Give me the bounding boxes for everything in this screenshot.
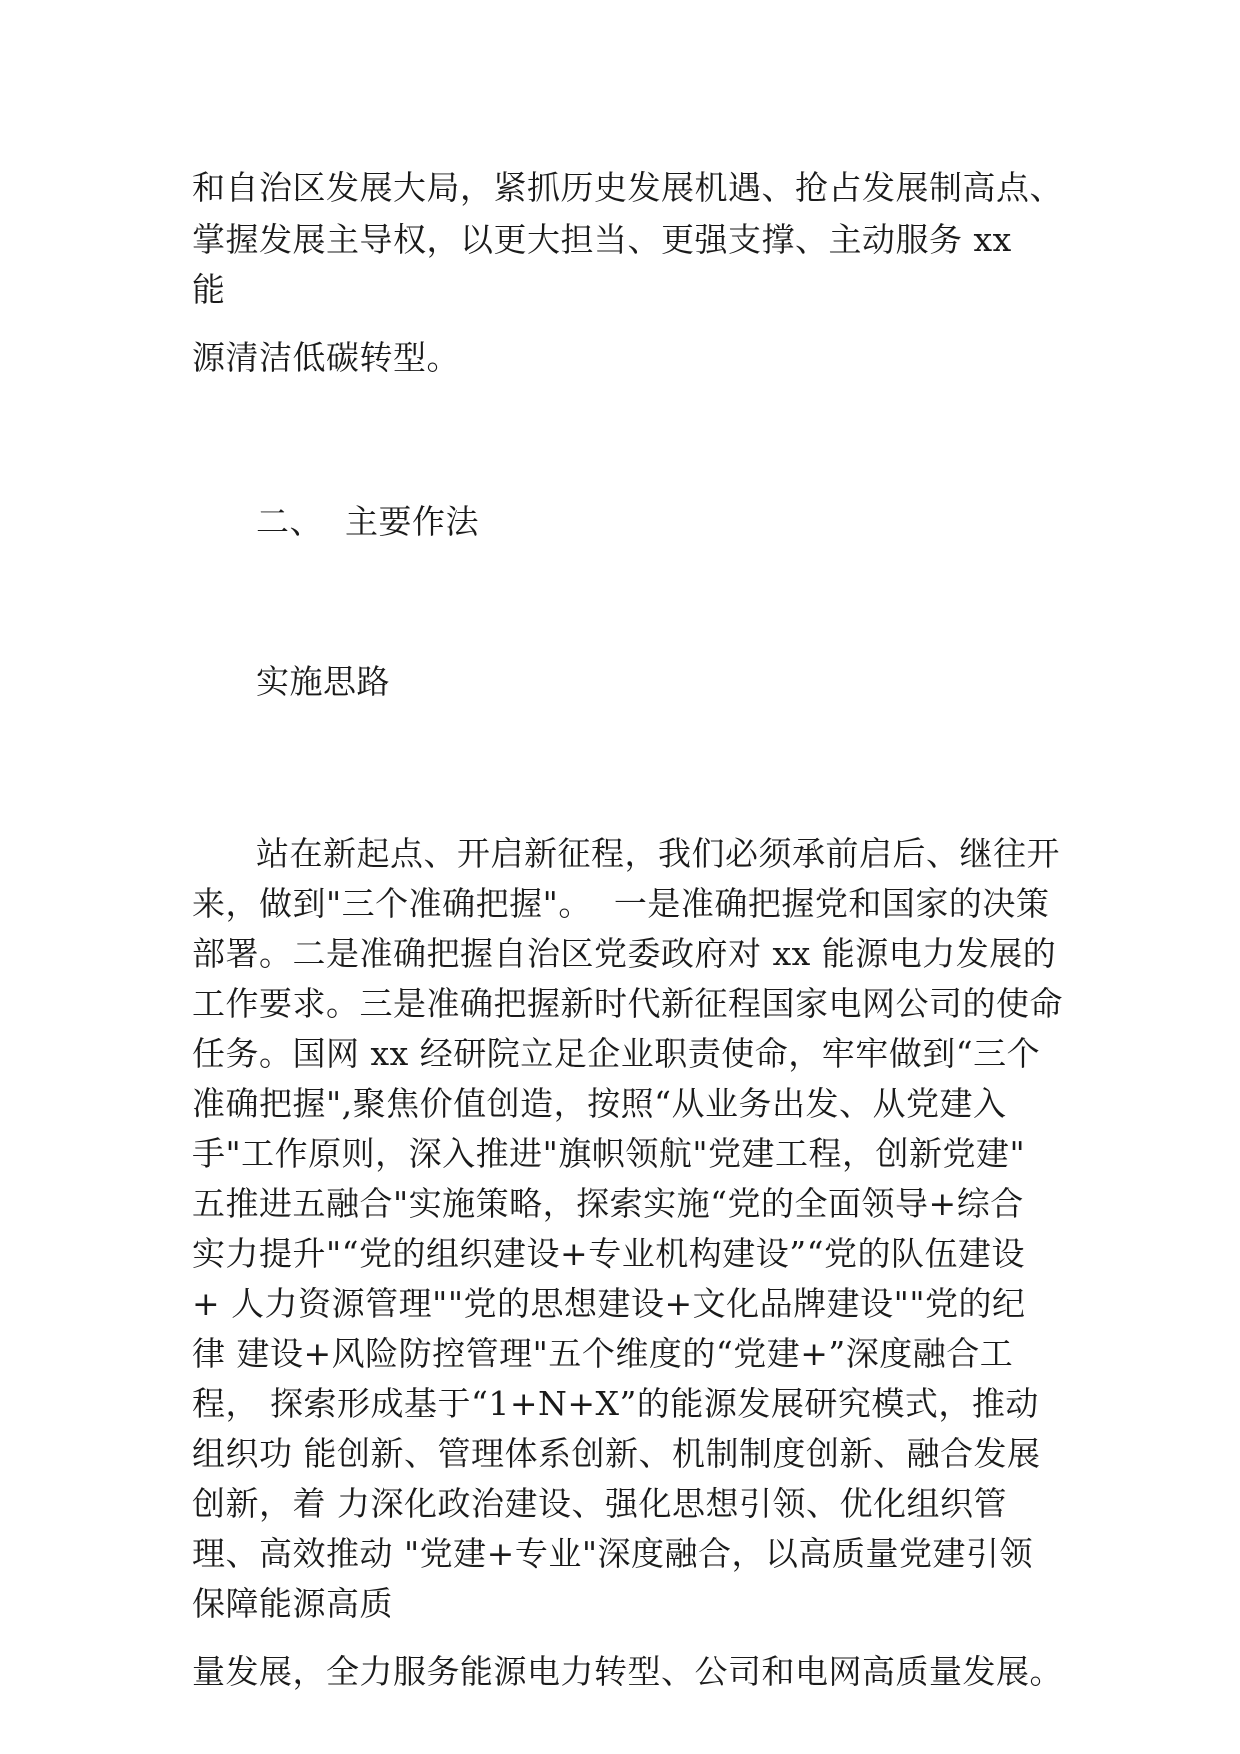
intro-line: 和自治区发展大局，紧抓历史发展机遇、抢占发展制高点、 bbox=[192, 168, 1063, 207]
body-line: 实力提升"“党的组织建设+专业机构建设”“党的队伍建设 bbox=[192, 1234, 1025, 1273]
closing-line: 量发展，全力服务能源电力转型、公司和电网高质量发展。 bbox=[192, 1652, 1063, 1691]
body-line: 来，做到"三个准确把握"。 一是准确把握党和国家的决策 bbox=[192, 884, 1050, 923]
body-line: 组织功 能创新、管理体系创新、机制制度创新、融合发展 bbox=[192, 1434, 1041, 1473]
body-line: 手"工作原则，深入推进"旗帜领航"党建工程，创新党建" bbox=[192, 1134, 1026, 1173]
body-line: 站在新起点、开启新征程，我们必须承前启后、继往开 bbox=[256, 834, 1060, 873]
body-line: 程， 探索形成基于“1+N+X”的能源发展研究模式，推动 bbox=[192, 1384, 1039, 1423]
subheading: 实施思路 bbox=[256, 662, 390, 701]
intro-line: 源清洁低碳转型。 bbox=[192, 338, 460, 377]
body-line: 工作要求。三是准确把握新时代新征程国家电网公司的使命 bbox=[192, 984, 1063, 1023]
body-line: 创新，着 力深化政治建设、强化思想引领、优化组织管 bbox=[192, 1484, 1007, 1523]
body-line: 部署。二是准确把握自治区党委政府对 xx 能源电力发展的 bbox=[192, 934, 1057, 973]
body-line: 准确把握",聚焦价值创造，按照“从业务出发、从党建入 bbox=[192, 1084, 1007, 1123]
body-line: 五推进五融合"实施策略，探索实施“党的全面领导+综合 bbox=[192, 1184, 1024, 1223]
section-heading: 二、 主要作法 bbox=[256, 502, 479, 541]
body-line: 理、高效推动 "党建+专业"深度融合，以高质量党建引领 bbox=[192, 1534, 1033, 1573]
body-line: + 人力资源管理""党的思想建设+文化品牌建设""党的纪 bbox=[192, 1284, 1026, 1323]
body-line: 保障能源高质 bbox=[192, 1584, 393, 1623]
body-line: 律 建设+风险防控管理"五个维度的“党建+”深度融合工 bbox=[192, 1334, 1014, 1373]
body-line: 任务。国网 xx 经研院立足企业职责使命，牢牢做到“三个 bbox=[192, 1034, 1041, 1073]
intro-line: 能 bbox=[192, 270, 226, 309]
intro-line: 掌握发展主导权，以更大担当、更强支撑、主动服务 xx bbox=[192, 220, 1012, 259]
